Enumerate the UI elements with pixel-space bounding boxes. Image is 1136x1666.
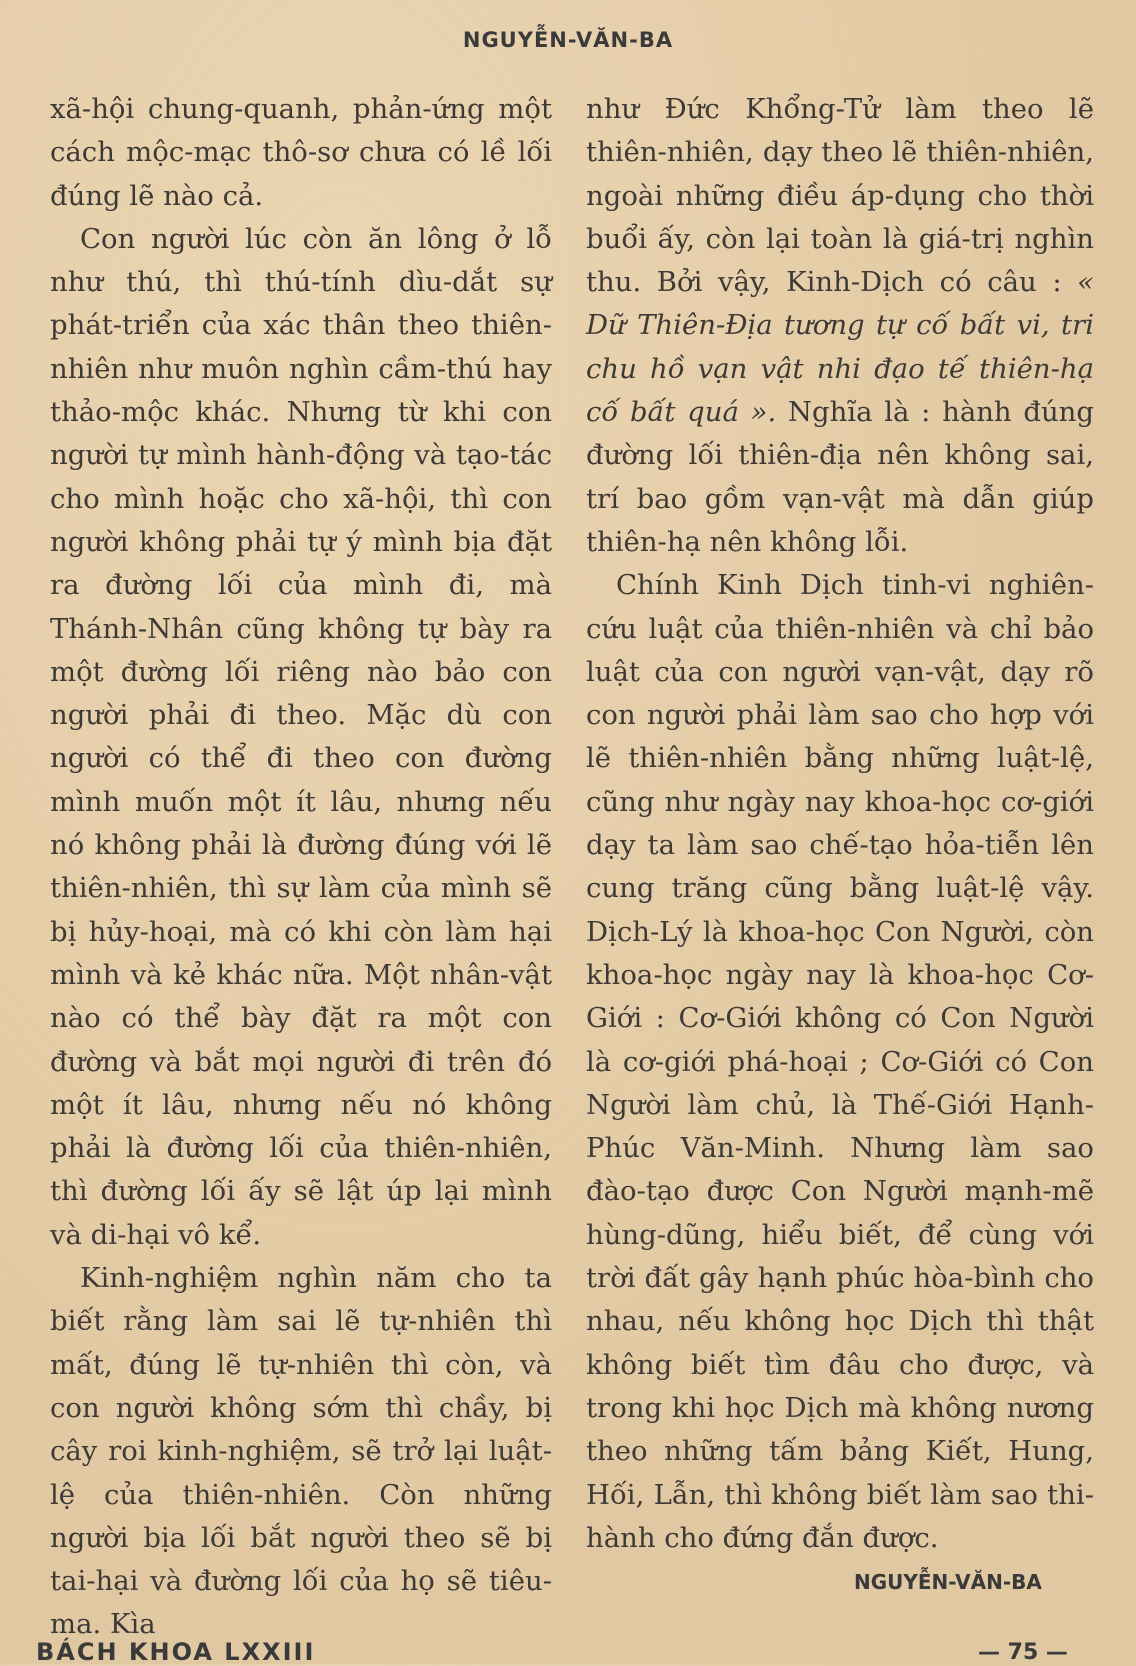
author-signature: NGUYỄN-VĂN-BA (854, 1570, 1042, 1594)
right-paragraph-1 (586, 88, 1094, 564)
right-column (586, 88, 1094, 1560)
left-paragraph-3: Kinh-nghiệm nghìn năm cho ta biết rằng làm sai lẽ tự-nhiên thì mất, đúng lẽ tự-nhiên thì còn, và con người không sớm thì chầy, bị cây roi kinh-nghiệm, sẽ trở lại luật-lệ của thiên-nhiên. Còn những người bịa lối bắt người theo sẽ bị tai-hại và đường lối của họ sẽ tiêu-ma. Kìa (50, 1262, 552, 1641)
footer-publication: BÁCH KHOA LXXIII (36, 1638, 316, 1666)
left-paragraph-1: xã-hội chung-quanh, phản-ứng một cách mộc-mạc thô-sơ chưa có lề lối đúng lẽ nào cả. (50, 93, 552, 212)
running-head: NGUYỄN-VĂN-BA (462, 28, 674, 52)
right-paragraph-1-translation: Nghĩa là : hành đúng đường lối thiên-địa nên không sai, trí bao gồm vạn-vật mà dẫn giúp thiên-hạ nên không lỗi. (586, 396, 1094, 558)
kinh-dich-quote: « Dữ Thiên-Địa tương tự cố bất vi, tri chu hồ vạn vật nhi đạo tế thiên-hạ cố bất quá ». (586, 266, 1094, 429)
right-paragraph-2: Chính Kinh Dịch tinh-vi nghiên-cứu luật của thiên-nhiên và chỉ bảo luật của con người vạn-vật, dạy rõ con người phải làm sao cho hợp với lẽ thiên-nhiên bằng những luật-lệ, cũng như ngày nay khoa-học cơ-giới dạy ta làm sao chế-tạo hỏa-tiễn lên cung trăng cũng bằng luật-lệ vậy. Dịch-Lý là khoa-học Con Người, còn khoa-học ngày nay là khoa-học Cơ-Giới : Cơ-Giới không có Con Người là cơ-giới phá-hoại ; Cơ-Giới có Con Người làm chủ, là Thế-Giới Hạnh-Phúc Văn-Minh. Nhưng làm sao đào-tạo được Con Người mạnh-mẽ hùng-dũng, hiểu biết, để cùng với trời đất gây hạnh phúc hòa-bình cho nhau, nếu không học Dịch thì thật không biết tìm đâu cho được, và trong khi học Dịch mà không nương theo những tấm bảng Kiết, Hung, Hối, Lẫn, thì không biết làm sao thi-hành cho đứng đắn được. (586, 569, 1094, 1554)
left-column (50, 88, 552, 1647)
right-paragraph-1-text: như Đức Khổng-Tử làm theo lẽ thiên-nhiên, dạy theo lẽ thiên-nhiên, ngoài những điều áp-dụng cho thời buổi ấy, còn lại toàn là giá-trị nghìn thu. Bởi vậy, Kinh-Dịch có câu : (586, 93, 1094, 299)
left-paragraph-2: Con người lúc còn ăn lông ở lỗ như thú, thì thú-tính dìu-dắt sự phát-triển của xác thân theo thiên-nhiên như muôn nghìn cầm-thú hay thảo-mộc khác. Nhưng từ khi con người tự mình hành-động và tạo-tác cho mình hoặc cho xã-hội, thì con người không phải tự ý mình bịa đặt ra đường lối của mình đi, mà Thánh-Nhân cũng không tự bày ra một đường lối riêng nào bảo con người phải đi theo. Mặc dù con người có thể đi theo con đường mình muốn một ít lâu, nhưng nếu nó không phải là đường đúng với lẽ thiên-nhiên, thì sự làm của mình sẽ bị hủy-hoại, mà có khi còn làm hại mình và kẻ khác nữa. Một nhân-vật nào có thể bày đặt ra một con đường và bắt mọi người đi trên đó một ít lâu, nhưng nếu nó không phải là đường lối của thiên-nhiên, thì đường lối ấy sẽ lật úp lại mình và di-hại vô kể. (50, 222, 552, 1251)
footer-page-number: — 75 — (978, 1640, 1068, 1665)
